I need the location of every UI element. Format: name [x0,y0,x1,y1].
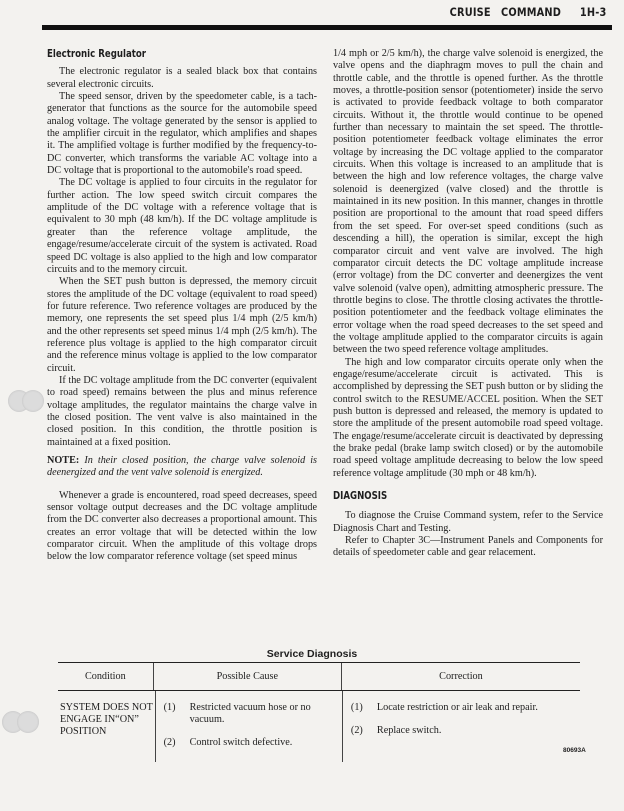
paragraph: Whenever a grade is encountered, road speed decreases, speed sensor voltage output decreases and the DC voltage amplitude from the DC converter also decreases a proportional amount. This creates an error voltage that will be detected within the low comparator circuit. When the amplitude of this voltage drops below the low comparator reference voltage (set speed minus [47,489,317,563]
paragraph: The electronic regulator is a sealed black box that contains several electronic circuits. [47,66,317,90]
diagnosis-heading: DIAGNOSIS [333,490,388,503]
cause-item [164,737,342,749]
service-diagnosis-table [58,662,580,762]
left-column [47,48,317,564]
section-title: CRUISE COMMAND [449,5,561,19]
column-header-correction: Correction [341,663,580,690]
item-text: Control switch defective. [189,737,293,748]
section-heading: Electronic Regulator [47,48,147,60]
condition-cell: SYSTEM DOES NOT ENGAGE IN“ON” POSITION [60,702,153,737]
item-text: Replace switch. [376,725,442,736]
header-rule [42,25,612,30]
note-label: NOTE: [47,455,80,466]
item-text: Locate restriction or air leak and repair. [376,702,538,713]
table-title: Service Diagnosis [266,648,358,660]
item-text: Restricted vacuum hose or no vacuum. [189,702,311,725]
column-header-possible-cause: Possible Cause [153,663,341,690]
item-number: (2) [163,737,176,748]
item-number: (1) [163,702,176,713]
paragraph: 1/4 mph or 2/5 km/h), the charge valve solenoid is energized, the valve opens and the diaphragm moves to pull the chain and throttle cable, and the throttle is opened further. As the throttle moves, a throttle-position sensor (potentiometer) inside the servo is activated to provide feedback voltage to both comparator circuits. Without it, the throttle would continue to be opened further than necessary to maintain the set speed. The throttle-position potentiometer feedback voltage eliminates the error voltage by increasing the DC voltage applied to the comparator circuits. When this voltage is increased to an amplitude that is between the high and low reference voltages, the charge valve solenoid is deenergized (valve closed) and the throttle is maintained in its new position. In this manner, changes in throttle position are proportional to the amount that road speed differs from the set speed. For over-set speed conditions (such as descending a hill), the operation is similar, except the high comparator circuit and vent valve are involved. The high comparator circuit detects the DC voltage amplitude increase (error voltage) from the DC converter and deenergizes the vent valve solenoid (valve open), admitting atmospheric pressure. The throttle begins to close. The throttle closing activates the throttle-position potentiometer and the feedback voltage eliminates the error voltage when the road speed decreases to the set speed and the voltage amplitude applied to the comparator circuits is again between the two speed reference voltage amplitudes. [333,48,603,356]
possible-cause-cell [155,691,342,762]
item-number: (2) [350,725,363,736]
paragraph: If the DC voltage amplitude from the DC converter (equivalent to road speed) remains between the plus and minus reference voltage amplitudes, the regulator maintains the charge valve in the closed position. The vent valve is also maintained in the closed position. In this condition, the throttle position is maintained at a fixed position. [47,374,317,448]
item-number: (1) [350,702,363,713]
paragraph: The DC voltage is applied to four circuits in the regulator for further action. The low speed switch circuit compares the amplitude of the DC voltage with a reference voltage that is equivalent to 30 mph (48 km/h). If the DC voltage amplitude is greater than the reference voltage amplitude, the engage/resume/accelerate circuit of the system is activated. Road speed DC voltage is also applied to the high and low comparator circuits and to the memory circuit. [47,177,317,275]
column-header-condition: Condition [84,670,126,682]
cause-item [164,702,342,726]
correction-item [351,725,580,737]
paragraph: Refer to Chapter 3C—Instrument Panels and Components for details of speedometer cable and gear relacement. [333,535,603,559]
figure-id: 80693A [563,747,586,754]
correction-item [351,702,580,714]
paragraph: The high and low comparator circuits operate only when the engage/resume/accelerate circuit is activated. This is accomplished by depressing the SET push button or by sliding the control switch to the RESUME/ACCEL position. When the SET push button is depressed and released, the memory is updated to store the amplitude of the present automobile road speed voltage. The engage/resume/accelerate circuit is deactivated by depressing the brake pedal (brake lamp switch closed) or by the automobile road speed voltage amplitude decreasing to below the low speed reference voltage amplitude (30 mph or 48 km/h). [333,356,603,479]
binder-hole [17,711,39,733]
paragraph: To diagnose the Cruise Command system, refer to the Service Diagnosis Chart and Testing. [333,510,603,534]
running-header [449,5,606,19]
paragraph: The speed sensor, driven by the speedometer cable, is a tach-generator that functions as the source for the automobile speed analog voltage. The voltage generated by the sensor is applied to the amplifier circuit in the regulator, which amplifies and shapes it. The amplified voltage is further modified by the frequency-to-DC converter, which transforms the variable AC voltage into a DC voltage that is proportional to the automobile's road speed. [47,91,317,177]
note [47,455,317,480]
table-header [58,662,580,691]
paragraph: When the SET push button is depressed, the memory circuit stores the amplitude of the DC voltage (equivalent to road speed) for future reference. Two reference voltages are produced by the memory, one represents the set speed plus 1/4 mph (2/5 km/h) and the other represents set speed minus 1/4 mph (2/5 km/h). The reference plus voltage is applied to the high comparator circuit and the reference minus voltage is applied to the low comparator circuit. [47,276,317,374]
note-text: In their closed position, the charge valve solenoid is deenergized and the vent valve solenoid is energized. [47,455,318,479]
binder-hole [22,390,44,412]
page-number: 1H-3 [579,5,606,19]
table-row [58,691,580,762]
correction-cell [342,691,580,762]
right-column [333,48,603,560]
